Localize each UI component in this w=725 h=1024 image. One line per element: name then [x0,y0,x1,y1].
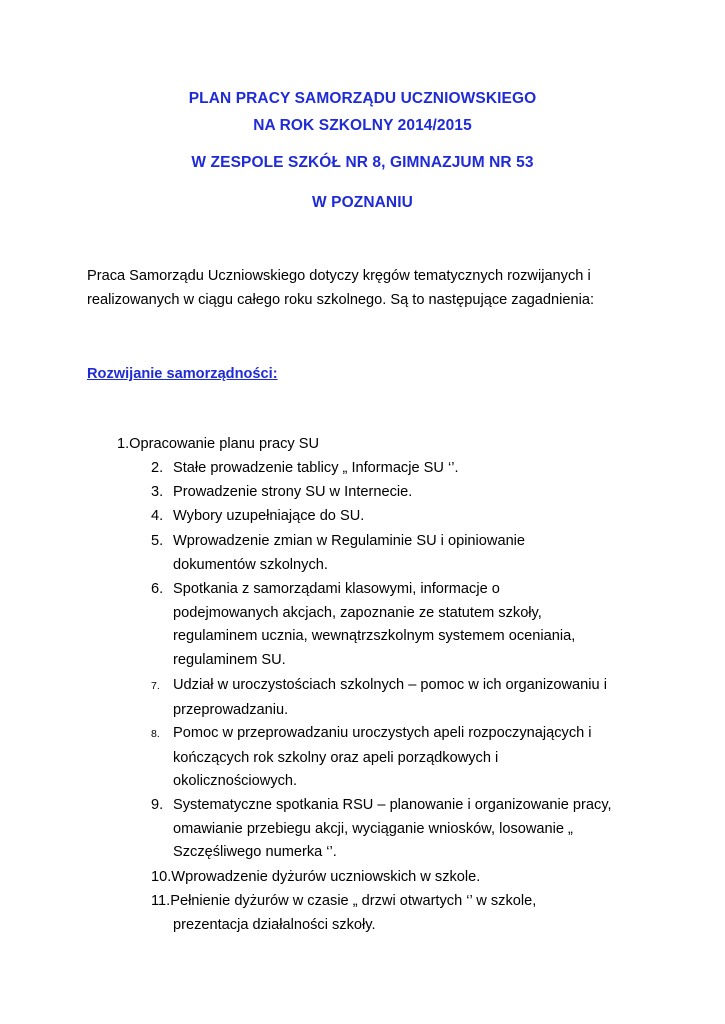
list-item [151,794,612,865]
item-number: 6. [151,581,164,597]
item-text-continued: dokumentów szkolnych. [173,556,328,573]
item-text-continued: podejmowanych akcjach, zapoznanie ze statutem szkoły, [173,604,542,621]
title-line-2: NA ROK SZKOLNY 2014/2015 [253,117,472,134]
list-item [117,433,319,457]
item-number: 2. [151,460,164,476]
item-number: 11. [151,893,171,909]
item-text-continued: omawianie przebiegu akcji, wyciąganie wniosków, losowanie „ [173,820,573,837]
title-line-4: W POZNANIU [312,194,413,211]
item-number: 8. [151,728,160,740]
item-text-continued: okolicznościowych. [173,773,298,789]
item-text: Systematyczne spotkania RSU – planowanie i organizowanie pracy, [173,797,612,813]
item-text-continued: przeprowadzaniu. [173,701,289,718]
item-number: 4. [151,508,164,524]
title-line-1: PLAN PRACY SAMORZĄDU UCZNIOWSKIEGO [188,90,537,107]
item-text: Spotkania z samorządami klasowymi, informacje o [173,581,500,597]
item-text: Udział w uroczystościach szkolnych – pomoc w ich organizowaniu i [173,677,607,693]
item-text: Prowadzenie strony SU w Internecie. [173,484,413,500]
item-number: 3. [151,484,164,500]
item-text-continued: kończących rok szkolny oraz apeli porządkowych i [173,749,499,766]
list-item [151,530,525,577]
intro-line-1: Praca Samorządu Uczniowskiego dotyczy kręgów tematycznych rozwijanych i [87,268,591,284]
item-text: Opracowanie planu pracy SU [129,436,319,452]
item-text-continued: regulaminem ucznia, wewnątrzszkolnym systemem oceniania, [173,628,576,644]
list-item [151,457,459,481]
section-title: Rozwijanie samorządności: [87,366,278,382]
list-item [151,890,536,937]
item-number: 10. [151,869,172,885]
item-number: 5. [151,533,164,549]
item-text: Pomoc w przeprowadzaniu uroczystych apeli rozpoczynających i [173,725,592,741]
item-text: Wybory uzupełniające do SU. [173,508,365,524]
item-text: Stałe prowadzenie tablicy „ Informacje SU ‘’. [173,460,459,476]
list-item [151,505,364,529]
item-text-continued: prezentacja działalności szkoły. [173,916,376,933]
item-text-continued: regulaminem SU. [173,651,286,668]
item-text: Wprowadzenie dyżurów uczniowskich w szkole. [171,869,481,885]
item-text: Wprowadzenie zmian w Regulaminie SU i opiniowanie [173,533,526,549]
list-item [151,674,607,722]
item-number: 9. [151,797,164,813]
list-item [151,866,480,890]
list-item [151,722,592,794]
item-number: 1. [117,436,130,452]
intro-line-2: realizowanych w ciągu całego roku szkolnego. Są to następujące zagadnienia: [87,292,595,308]
item-text-continued: Szczęśliwego numerka ‘’. [173,844,337,860]
list-item [151,481,412,505]
title-line-3: W ZESPOLE SZKÓŁ NR 8, GIMNAZJUM NR 53 [191,154,534,171]
item-number: 7. [151,680,160,692]
list-item [151,578,575,672]
item-text: Pełnienie dyżurów w czasie „ drzwi otwartych ‘’ w szkole, [170,893,537,909]
